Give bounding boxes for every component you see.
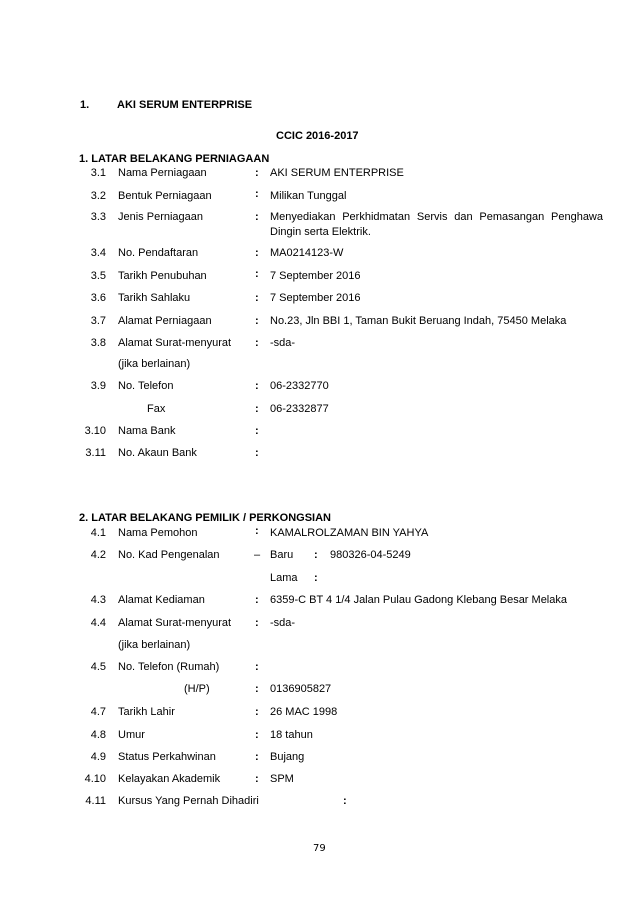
owner-mailing-address-value: -sda-	[270, 617, 296, 629]
row-3-10-label: Nama Bank	[118, 425, 176, 437]
row-3-7-label: Alamat Perniagaan	[118, 315, 212, 327]
ic-old-colon: :	[314, 572, 318, 584]
row-3-11-number: 3.11	[85, 447, 106, 459]
row-4-5-colon: :	[255, 661, 259, 673]
row-3-3-colon: :	[255, 211, 259, 223]
row-3-6-colon: :	[255, 292, 259, 304]
row-4-1-number: 4.1	[90, 527, 106, 539]
row-4-7-number: 4.7	[90, 706, 106, 718]
row-3-8-colon: :	[255, 337, 259, 349]
page-number: 79	[313, 843, 326, 854]
business-form-value: Milikan Tunggal	[270, 190, 347, 202]
row-4-3-number: 4.3	[90, 594, 106, 606]
row-4-2-label: No. Kad Pengenalan	[118, 549, 220, 561]
business-name-value: AKI SERUM ENTERPRISE	[270, 167, 404, 179]
academic-qualification-value: SPM	[270, 773, 294, 785]
row-3-3-number: 3.3	[90, 211, 106, 223]
heading-number: 1.	[80, 99, 90, 111]
row-3-4-colon: :	[255, 247, 259, 259]
age-value: 18 tahun	[270, 729, 313, 741]
row-3-11-label: No. Akaun Bank	[118, 447, 197, 459]
row-3-5-colon: :	[255, 268, 259, 280]
mailing-address-value: -sda-	[270, 337, 296, 349]
row-3-10-colon: :	[255, 425, 259, 437]
section2-title: 2. LATAR BELAKANG PEMILIK / PERKONGSIAN	[79, 512, 331, 524]
row-4-5-label: No. Telefon (Rumah)	[118, 661, 220, 673]
row-3-9-colon: :	[255, 380, 259, 392]
row-3-9-label: No. Telefon	[118, 380, 174, 392]
hp-label: (H/P)	[184, 683, 210, 695]
section1-title: 1. LATAR BELAKANG PERNIAGAAN	[79, 153, 270, 165]
row-4-7-label: Tarikh Lahir	[118, 706, 175, 718]
row-3-1-label: Nama Perniagaan	[118, 167, 207, 179]
registration-number-value: MA0214123-W	[270, 247, 344, 259]
row-3-7-colon: :	[255, 315, 259, 327]
row-4-2-dash: –	[254, 549, 261, 561]
ic-old-label: Lama	[270, 572, 298, 584]
row-4-8-number: 4.8	[90, 729, 106, 741]
row-4-4-colon: :	[255, 617, 259, 629]
row-3-11-colon: :	[255, 447, 259, 459]
row-4-10-number: 4.10	[84, 773, 106, 785]
row-3-6-label: Tarikh Sahlaku	[118, 292, 191, 304]
marital-status-value: Bujang	[270, 751, 305, 763]
row-3-5-number: 3.5	[90, 270, 106, 282]
document-subtitle: CCIC 2016-2017	[276, 130, 359, 142]
fax-value: 06-2332877	[270, 403, 329, 415]
business-type-value: Menyediakan Perkhidmatan Servis dan Pemasangan Penghawa Dingin serta Elektrik.	[270, 211, 603, 238]
row-3-2-number: 3.2	[90, 190, 106, 202]
row-3-9-number: 3.9	[90, 380, 106, 392]
row-3-5-label: Tarikh Penubuhan	[118, 270, 207, 282]
home-address-value: 6359-C BT 4 1/4 Jalan Pulau Gadong Klebang Besar Melaka	[270, 594, 567, 606]
row-4-1-label: Nama Pemohon	[118, 527, 198, 539]
business-address-value: No.23, Jln BBI 1, Taman Bukit Beruang Indah, 75450 Melaka	[270, 315, 567, 327]
row-3-2-colon: :	[255, 188, 259, 200]
row-4-8-colon: :	[255, 729, 259, 741]
row-4-10-colon: :	[255, 773, 259, 785]
row-3-8-note: (jika berlainan)	[118, 358, 191, 370]
row-4-3-label: Alamat Kediaman	[118, 594, 205, 606]
row-4-10-label: Kelayakan Akademik	[118, 773, 221, 785]
row-3-1-number: 3.1	[90, 167, 106, 179]
row-4-2-number: 4.2	[90, 549, 106, 561]
row-3-6-number: 3.6	[90, 292, 106, 304]
row-3-2-label: Bentuk Perniagaan	[118, 190, 212, 202]
fax-colon: :	[255, 403, 259, 415]
row-3-4-number: 3.4	[90, 247, 106, 259]
row-3-7-number: 3.7	[90, 315, 106, 327]
row-4-11-number: 4.11	[85, 795, 106, 807]
row-4-8-label: Umur	[118, 729, 145, 741]
row-4-9-colon: :	[255, 751, 259, 763]
validity-date-value: 7 September 2016	[270, 292, 361, 304]
hp-colon: :	[255, 683, 259, 695]
row-4-7-colon: :	[255, 706, 259, 718]
applicant-name-value: KAMALROLZAMAN BIN YAHYA	[270, 527, 429, 539]
row-3-1-colon: :	[255, 167, 259, 179]
ic-new-label: Baru	[270, 549, 294, 561]
row-4-4-note: (jika berlainan)	[118, 639, 191, 651]
row-4-4-label: Alamat Surat-menyurat	[118, 617, 232, 629]
row-4-1-colon: :	[255, 525, 259, 537]
row-3-3-label: Jenis Perniagaan	[118, 211, 204, 223]
heading-title: AKI SERUM ENTERPRISE	[117, 99, 253, 111]
fax-label: Fax	[147, 403, 166, 415]
row-4-11-colon: :	[343, 795, 347, 807]
hp-value: 0136905827	[270, 683, 332, 695]
row-3-8-label: Alamat Surat-menyurat	[118, 337, 232, 349]
row-4-9-number: 4.9	[90, 751, 106, 763]
row-4-9-label: Status Perkahwinan	[118, 751, 216, 763]
row-4-5-number: 4.5	[90, 661, 106, 673]
establishment-date-value: 7 September 2016	[270, 270, 361, 282]
row-4-11-label: Kursus Yang Pernah Dihadiri	[118, 795, 259, 807]
row-4-4-number: 4.4	[90, 617, 106, 629]
telephone-value: 06-2332770	[270, 380, 329, 392]
ic-new-colon: :	[314, 549, 318, 561]
row-3-8-number: 3.8	[90, 337, 106, 349]
row-3-4-label: No. Pendaftaran	[118, 247, 199, 259]
row-3-10-number: 3.10	[84, 425, 106, 437]
row-4-3-colon: :	[255, 594, 259, 606]
ic-new-value: 980326-04-5249	[330, 549, 411, 561]
birth-date-value: 26 MAC 1998	[270, 706, 338, 718]
